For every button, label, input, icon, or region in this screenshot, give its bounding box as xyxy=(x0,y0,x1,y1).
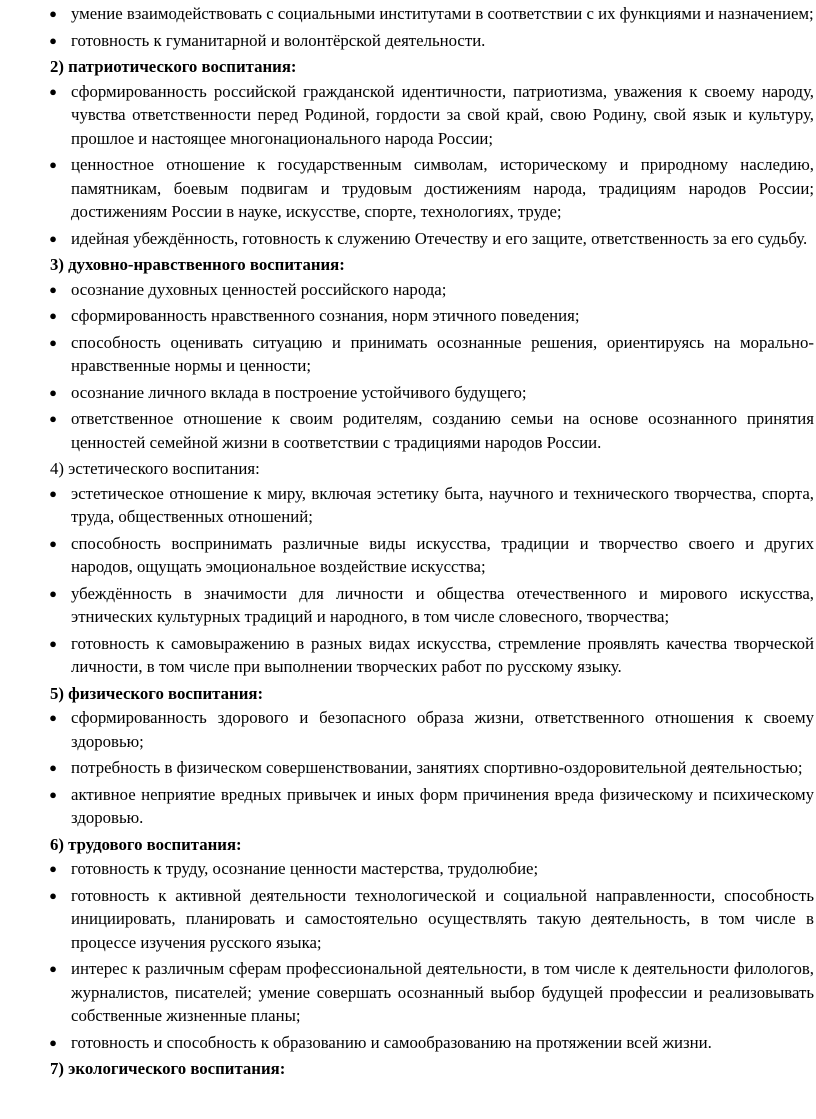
list-item xyxy=(44,783,814,830)
bullet-icon: ● xyxy=(49,1034,57,1050)
bullet-list xyxy=(44,706,814,830)
list-item xyxy=(44,756,814,780)
section-heading: 6) трудового воспитания: xyxy=(50,834,242,854)
section-heading: 7) экологического воспитания: xyxy=(50,1059,286,1078)
list-item xyxy=(44,957,814,1028)
list-item-text: сформированность российской гражданской идентичности, патриотизма, уважения к своему народу, чувства ответственности перед Родиной, гордости за свой край, свою Родину, свой язык и культуру, прошлое и настоящее многонационального народа России; xyxy=(71,81,814,148)
bullet-icon: ● xyxy=(49,887,57,903)
list-item-text: ценностное отношение к государственным символам, историческому и природному наследию, памятникам, боевым подвигам и трудовым достижениям народа, традициям народов России; достижениям России в науке, искусстве, спорте, технологиях, труде; xyxy=(71,155,814,221)
list-item-text: сформированность нравственного сознания, норм этичного поведения; xyxy=(71,306,580,325)
section-heading: 4) эстетического воспитания: xyxy=(50,459,260,478)
document-body xyxy=(44,2,814,1082)
bullet-icon: ● xyxy=(49,334,57,350)
bullet-icon: ● xyxy=(49,485,57,501)
list-item xyxy=(44,706,814,753)
bullet-icon: ● xyxy=(49,308,57,323)
bullet-icon: ● xyxy=(49,786,57,802)
bullet-list xyxy=(44,482,814,679)
bullet-icon: ● xyxy=(49,83,57,99)
list-item-text: готовность к гуманитарной и волонтёрской деятельности. xyxy=(71,30,486,50)
bullet-icon: ● xyxy=(49,535,57,551)
list-item xyxy=(44,2,814,26)
list-item-text: осознание духовных ценностей российского народа; xyxy=(71,279,447,299)
bullet-icon: ● xyxy=(49,384,57,400)
list-item-text: готовность к самовыражению в разных видах искусства, стремление проявлять качества творческой личности, в том числе при выполнении творческих работ по русскому языку. xyxy=(71,633,814,676)
list-item xyxy=(44,1031,814,1055)
bullet-icon: ● xyxy=(49,961,57,976)
list-item-text: идейная убеждённость, готовность к служению Отечеству и его защите, ответственность за его судьбу. xyxy=(71,228,808,248)
list-item-text: ответственное отношение к своим родителям, созданию семьи на основе осознанного принятия ценностей семейной жизни в соответствии с традициями народов России. xyxy=(71,409,814,452)
bullet-icon: ● xyxy=(49,710,57,725)
list-item xyxy=(44,153,814,224)
list-item-text: убеждённость в значимости для личности и общества отечественного и мирового искусства, этнических культурных традиций и народного, в том числе словесного, творчества; xyxy=(71,583,814,626)
bullet-icon: ● xyxy=(49,411,57,426)
section-heading: 3) духовно-нравственного воспитания: xyxy=(50,255,345,274)
list-item xyxy=(44,381,814,405)
bullet-icon: ● xyxy=(49,32,57,48)
list-item-text: осознание личного вклада в построение устойчивого будущего; xyxy=(71,382,527,402)
list-item xyxy=(44,29,814,53)
bullet-icon: ● xyxy=(49,585,57,601)
list-item-text: интерес к различным сферам профессиональной деятельности, в том числе к деятельности филологов, журналистов, писателей; умение совершать осознанный выбор будущей профессии и реализовывать собственные жизненные планы; xyxy=(71,959,814,1025)
bullet-icon: ● xyxy=(49,230,57,246)
list-item xyxy=(44,582,814,629)
list-item xyxy=(44,331,814,378)
bullet-list xyxy=(44,278,814,455)
list-item-text: умение взаимодействовать с социальными институтами в соответствии с их функциями и назначением; xyxy=(71,4,814,23)
list-item-text: готовность к активной деятельности технологической и социальной направленности, способность инициировать, планировать и самостоятельно осуществлять такую деятельность, в том числе в процессе изучения русского языка; xyxy=(71,885,814,952)
list-item xyxy=(44,632,814,679)
section-heading: 2) патриотического воспитания: xyxy=(50,57,297,76)
bullet-icon: ● xyxy=(49,861,57,876)
bullet-icon: ● xyxy=(49,760,57,775)
list-item xyxy=(44,884,814,955)
bullet-list xyxy=(44,2,814,52)
list-item-text: эстетическое отношение к миру, включая эстетику быта, научного и технического творчества, спорта, труда, общественных отношений; xyxy=(71,483,814,526)
bullet-icon: ● xyxy=(49,6,57,21)
list-item xyxy=(44,407,814,454)
list-item xyxy=(44,227,814,251)
list-item xyxy=(44,278,814,302)
bullet-icon: ● xyxy=(49,635,57,651)
list-item-text: готовность и способность к образованию и самообразованию на протяжении всей жизни. xyxy=(71,1032,712,1052)
bullet-list xyxy=(44,80,814,251)
list-item xyxy=(44,304,814,328)
list-item-text: потребность в физическом совершенствовании, занятиях спортивно-оздоровительной деятельностью; xyxy=(71,758,803,777)
list-item xyxy=(44,482,814,529)
list-item xyxy=(44,857,814,881)
list-item xyxy=(44,80,814,151)
list-item-text: способность оценивать ситуацию и принимать осознанные решения, ориентируясь на морально-нравственные нормы и ценности; xyxy=(71,332,814,375)
list-item xyxy=(44,532,814,579)
list-item-text: активное неприятие вредных привычек и иных форм причинения вреда физическому и психическому здоровью. xyxy=(71,784,814,827)
list-item-text: готовность к труду, осознание ценности мастерства, трудолюбие; xyxy=(71,859,539,878)
bullet-icon: ● xyxy=(49,281,57,297)
list-item-text: сформированность здорового и безопасного образа жизни, ответственного отношения к своему здоровью; xyxy=(71,708,814,751)
bullet-list xyxy=(44,857,814,1054)
bullet-icon: ● xyxy=(49,157,57,172)
section-heading: 5) физического воспитания: xyxy=(50,683,264,703)
list-item-text: способность воспринимать различные виды искусства, традиции и творчество своего и других народов, ощущать эмоциональное воздействие искусства; xyxy=(71,533,814,576)
